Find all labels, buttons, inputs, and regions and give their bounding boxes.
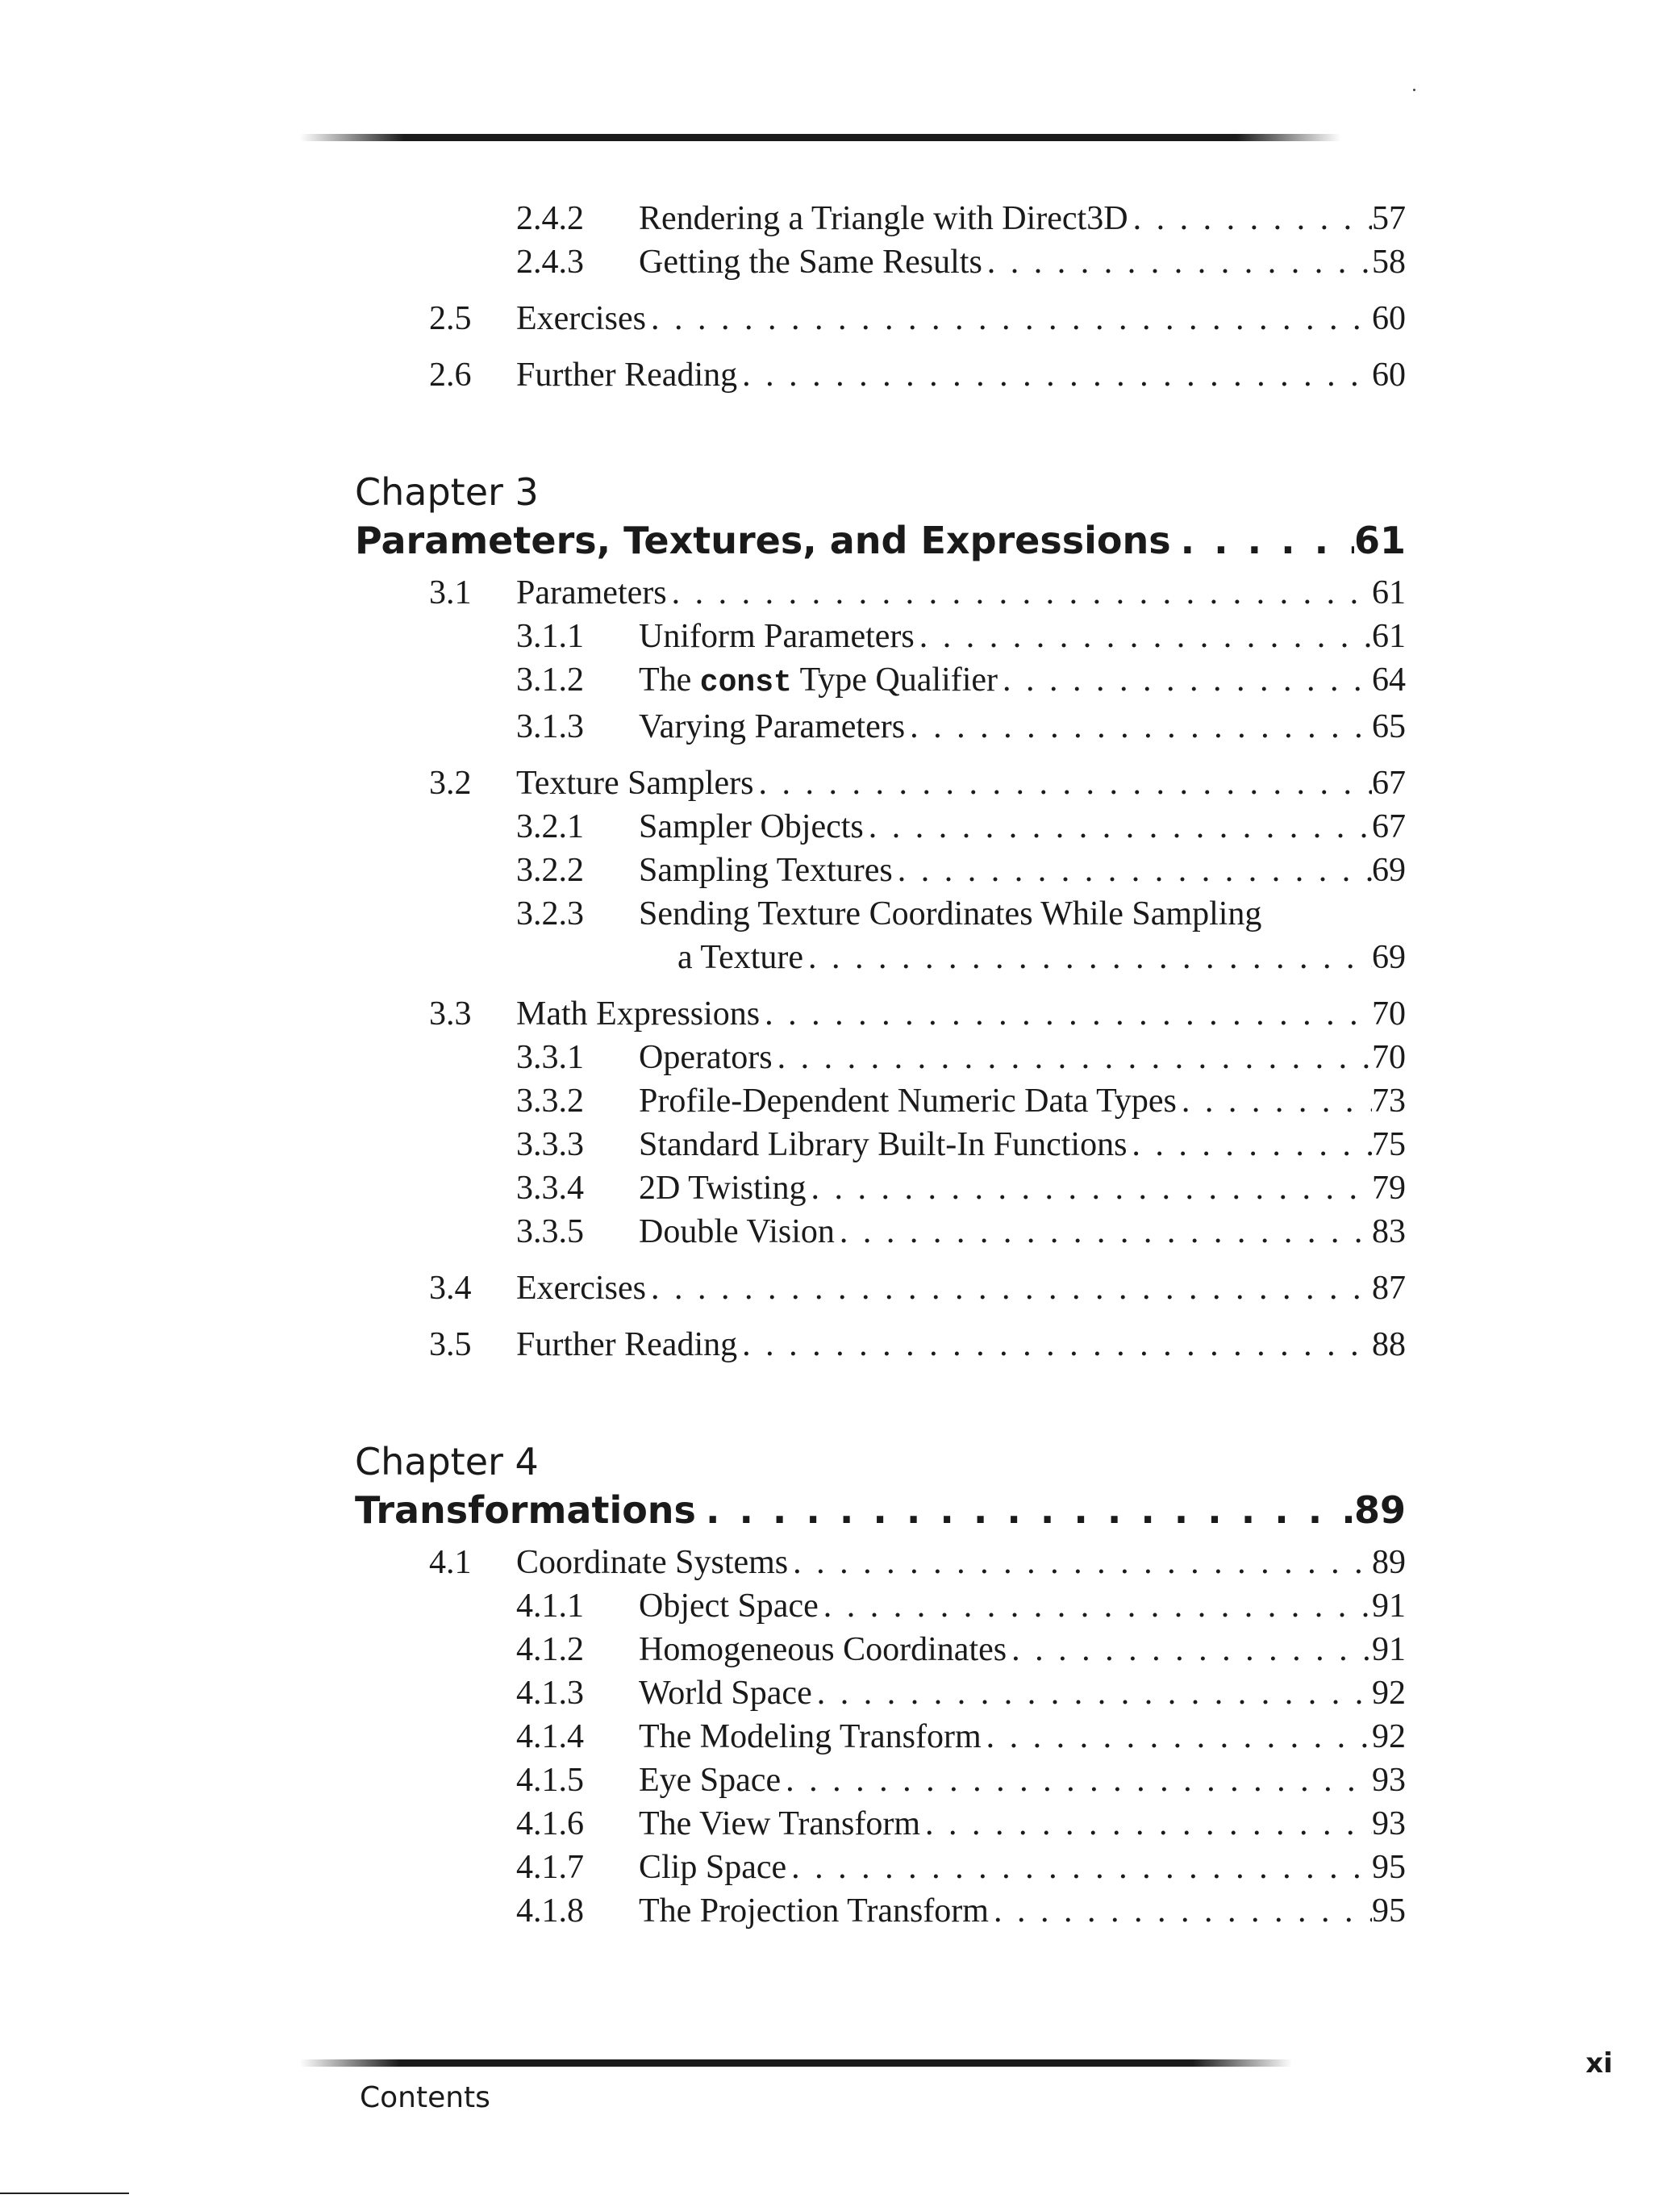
entry-title: Further Reading bbox=[516, 1326, 738, 1363]
entry-page: 70 bbox=[1372, 1039, 1406, 1076]
toc-entry[interactable] bbox=[355, 571, 1406, 615]
chapter-label: Chapter 3 bbox=[355, 470, 539, 514]
entry-number: 3.1.2 bbox=[516, 661, 584, 699]
bottom-rule bbox=[300, 2059, 1292, 2067]
dot-leader bbox=[812, 1671, 1372, 1715]
entry-title-continuation: a Texture bbox=[677, 939, 804, 976]
entry-page: 69 bbox=[1372, 852, 1406, 889]
chapter-4-entries bbox=[355, 1541, 1406, 1933]
toc-entry[interactable] bbox=[355, 1166, 1406, 1210]
entry-number: 4.1.5 bbox=[516, 1762, 584, 1799]
entry-title: Further Reading bbox=[516, 357, 738, 394]
entry-number: 2.4.2 bbox=[516, 200, 584, 237]
chapter-3-entries bbox=[355, 571, 1406, 1366]
entry-number: 2.4.3 bbox=[516, 244, 584, 281]
chapter-4 bbox=[355, 1437, 1406, 1534]
entry-page: 73 bbox=[1372, 1083, 1406, 1120]
entry-page: 67 bbox=[1372, 808, 1406, 845]
entry-title: 2D Twisting bbox=[639, 1170, 807, 1207]
entry-title: The Modeling Transform bbox=[639, 1718, 982, 1755]
toc-entry[interactable] bbox=[355, 1715, 1406, 1759]
scan-speck bbox=[1413, 89, 1415, 91]
chapter-heading[interactable] bbox=[355, 516, 1406, 565]
entry-number: 3.2.3 bbox=[516, 895, 584, 933]
entry-number: 4.1.7 bbox=[516, 1849, 584, 1886]
dot-leader bbox=[819, 1584, 1372, 1628]
dot-leader bbox=[905, 705, 1372, 749]
toc-entry[interactable] bbox=[355, 353, 1406, 397]
dot-leader bbox=[1127, 1123, 1372, 1166]
toc-entry[interactable] bbox=[355, 1036, 1406, 1079]
code-keyword: const bbox=[699, 665, 792, 700]
entry-page: 69 bbox=[1372, 939, 1406, 976]
crop-mark bbox=[0, 2193, 129, 2194]
entry-number: 3.1 bbox=[429, 574, 472, 611]
dot-leader bbox=[989, 1889, 1372, 1933]
entry-title: Profile-Dependent Numeric Data Types bbox=[639, 1083, 1177, 1120]
entry-page: 83 bbox=[1372, 1213, 1406, 1250]
entry-page: 60 bbox=[1372, 357, 1406, 394]
entry-page: 95 bbox=[1372, 1849, 1406, 1886]
entry-number: 3.1.1 bbox=[516, 618, 584, 655]
entry-page: 61 bbox=[1372, 618, 1406, 655]
entry-number: 3.3 bbox=[429, 995, 472, 1033]
dot-leader bbox=[737, 1323, 1372, 1366]
dot-leader bbox=[667, 571, 1372, 615]
entry-title: Getting the Same Results bbox=[639, 244, 982, 281]
toc-entry[interactable] bbox=[355, 1889, 1406, 1933]
toc-entry[interactable] bbox=[355, 892, 1406, 936]
toc-entry[interactable] bbox=[355, 1802, 1406, 1846]
toc-entry[interactable] bbox=[355, 849, 1406, 892]
entry-number: 4.1.4 bbox=[516, 1718, 584, 1755]
entry-title: Math Expressions bbox=[516, 995, 761, 1033]
entry-number: 3.2.2 bbox=[516, 852, 584, 889]
chapter-label: Chapter 4 bbox=[355, 1440, 539, 1483]
entry-title bbox=[639, 658, 998, 705]
entry-title: Uniform Parameters bbox=[639, 618, 915, 655]
entry-page: 92 bbox=[1372, 1675, 1406, 1712]
toc-entry[interactable] bbox=[355, 1210, 1406, 1254]
toc-entry[interactable] bbox=[355, 1846, 1406, 1889]
entry-title: Texture Samplers bbox=[516, 765, 754, 802]
dot-leader bbox=[920, 1802, 1372, 1846]
entry-title: Clip Space bbox=[639, 1849, 787, 1886]
entry-page: 93 bbox=[1372, 1762, 1406, 1799]
entry-page: 67 bbox=[1372, 765, 1406, 802]
chapter-3 bbox=[355, 468, 1406, 565]
entry-page: 70 bbox=[1372, 995, 1406, 1033]
entry-number: 3.2.1 bbox=[516, 808, 584, 845]
entry-title: Parameters bbox=[516, 574, 667, 611]
dot-leader bbox=[760, 992, 1372, 1036]
entry-number: 4.1.3 bbox=[516, 1675, 584, 1712]
toc-entry[interactable] bbox=[355, 805, 1406, 849]
entry-page: 61 bbox=[1372, 574, 1406, 611]
toc-entry[interactable] bbox=[355, 1266, 1406, 1310]
toc-entry[interactable] bbox=[355, 297, 1406, 340]
entry-title: Coordinate Systems bbox=[516, 1544, 789, 1581]
top-rule bbox=[300, 134, 1340, 141]
dot-leader bbox=[773, 1036, 1372, 1079]
dot-leader bbox=[786, 1846, 1372, 1889]
entry-title: Rendering a Triangle with Direct3D bbox=[639, 200, 1128, 237]
entry-title: Sampling Textures bbox=[639, 852, 893, 889]
chapter-title: Transformations bbox=[355, 1488, 696, 1532]
entry-page: 65 bbox=[1372, 708, 1406, 745]
entry-title: Standard Library Built-In Functions bbox=[639, 1126, 1128, 1163]
entry-page: 64 bbox=[1372, 661, 1406, 699]
entry-number: 3.3.1 bbox=[516, 1039, 584, 1076]
dot-leader bbox=[806, 1166, 1372, 1210]
chapter-page: 89 bbox=[1353, 1488, 1406, 1532]
chapter-heading[interactable] bbox=[355, 1486, 1406, 1534]
entry-page: 58 bbox=[1372, 244, 1406, 281]
dot-leader bbox=[646, 1266, 1372, 1310]
dot-leader bbox=[1007, 1628, 1372, 1671]
entry-number: 3.3.2 bbox=[516, 1083, 584, 1120]
entry-page: 57 bbox=[1372, 200, 1406, 237]
toc-entry[interactable] bbox=[355, 1079, 1406, 1123]
toc-entry[interactable] bbox=[355, 197, 1406, 240]
dot-leader bbox=[1177, 1079, 1372, 1123]
dot-leader bbox=[982, 240, 1372, 284]
entry-number: 4.1.8 bbox=[516, 1892, 584, 1930]
toc-entry[interactable] bbox=[355, 240, 1406, 284]
title-prefix: The bbox=[639, 661, 700, 699]
entry-page: 93 bbox=[1372, 1805, 1406, 1842]
entry-number: 3.1.3 bbox=[516, 708, 584, 745]
page-number: xi bbox=[1586, 2047, 1613, 2080]
entry-title: Homogeneous Coordinates bbox=[639, 1631, 1007, 1668]
toc-entry[interactable] bbox=[355, 1584, 1406, 1628]
entry-title: Exercises bbox=[516, 300, 646, 337]
dot-leader bbox=[753, 761, 1372, 805]
entry-page: 91 bbox=[1372, 1588, 1406, 1625]
entry-number: 3.3.4 bbox=[516, 1170, 584, 1207]
toc-entry[interactable] bbox=[355, 1323, 1406, 1366]
dot-leader bbox=[835, 1210, 1372, 1254]
toc-entry[interactable] bbox=[355, 1671, 1406, 1715]
entry-page: 92 bbox=[1372, 1718, 1406, 1755]
dot-leader bbox=[781, 1759, 1372, 1802]
entry-title: World Space bbox=[639, 1675, 812, 1712]
entry-number: 2.6 bbox=[429, 357, 472, 394]
table-of-contents bbox=[355, 197, 1406, 1933]
running-footer: Contents bbox=[360, 2081, 490, 2114]
entry-page: 95 bbox=[1372, 1892, 1406, 1930]
entry-number: 3.3.3 bbox=[516, 1126, 584, 1163]
entry-number: 3.4 bbox=[429, 1270, 472, 1307]
entry-number: 3.2 bbox=[429, 765, 472, 802]
entry-number: 2.5 bbox=[429, 300, 472, 337]
entry-page: 91 bbox=[1372, 1631, 1406, 1668]
chapter-title: Parameters, Textures, and Expressions bbox=[355, 519, 1171, 562]
dot-leader bbox=[915, 615, 1372, 658]
toc-entry[interactable] bbox=[355, 615, 1406, 658]
dot-leader bbox=[982, 1715, 1372, 1759]
entry-title: Varying Parameters bbox=[639, 708, 906, 745]
entry-title: The Projection Transform bbox=[639, 1892, 989, 1930]
entry-title: Sending Texture Coordinates While Sampling bbox=[639, 895, 1262, 933]
dot-leader bbox=[737, 353, 1372, 397]
entry-page: 75 bbox=[1372, 1126, 1406, 1163]
toc-entry[interactable] bbox=[355, 992, 1406, 1036]
entry-page: 60 bbox=[1372, 300, 1406, 337]
entry-number: 3.5 bbox=[429, 1326, 472, 1363]
entry-title: Double Vision bbox=[639, 1213, 835, 1250]
entry-number: 4.1 bbox=[429, 1544, 472, 1581]
toc-entry[interactable] bbox=[355, 705, 1406, 749]
dot-leader bbox=[998, 658, 1372, 702]
dot-leader bbox=[803, 936, 1372, 979]
toc-entry[interactable] bbox=[355, 1541, 1406, 1584]
chapter-page: 61 bbox=[1353, 519, 1406, 562]
dot-leader bbox=[788, 1541, 1372, 1584]
entry-title: Eye Space bbox=[639, 1762, 782, 1799]
toc-entry[interactable] bbox=[355, 1123, 1406, 1166]
entry-title: Sampler Objects bbox=[639, 808, 864, 845]
dot-leader bbox=[864, 805, 1372, 849]
toc-entry[interactable] bbox=[355, 1628, 1406, 1671]
toc-entry[interactable] bbox=[355, 658, 1406, 705]
title-suffix: Type Qualifier bbox=[791, 661, 998, 699]
entry-number: 3.3.5 bbox=[516, 1213, 584, 1250]
entry-page: 89 bbox=[1372, 1544, 1406, 1581]
entry-page: 87 bbox=[1372, 1270, 1406, 1307]
dot-leader bbox=[696, 1486, 1354, 1534]
entry-number: 4.1.2 bbox=[516, 1631, 584, 1668]
entry-number: 4.1.1 bbox=[516, 1588, 584, 1625]
dot-leader bbox=[1128, 197, 1372, 240]
entry-page: 88 bbox=[1372, 1326, 1406, 1363]
dot-leader bbox=[893, 849, 1372, 892]
entry-page: 79 bbox=[1372, 1170, 1406, 1207]
toc-entry[interactable] bbox=[355, 1759, 1406, 1802]
dot-leader bbox=[646, 297, 1372, 340]
entry-title: Object Space bbox=[639, 1588, 819, 1625]
entry-title: The View Transform bbox=[639, 1805, 921, 1842]
dot-leader bbox=[1171, 516, 1354, 565]
entry-title: Operators bbox=[639, 1039, 773, 1076]
toc-entry[interactable] bbox=[355, 761, 1406, 805]
entry-title: Exercises bbox=[516, 1270, 646, 1307]
entry-number: 4.1.6 bbox=[516, 1805, 584, 1842]
toc-entry-continuation[interactable] bbox=[355, 936, 1406, 979]
